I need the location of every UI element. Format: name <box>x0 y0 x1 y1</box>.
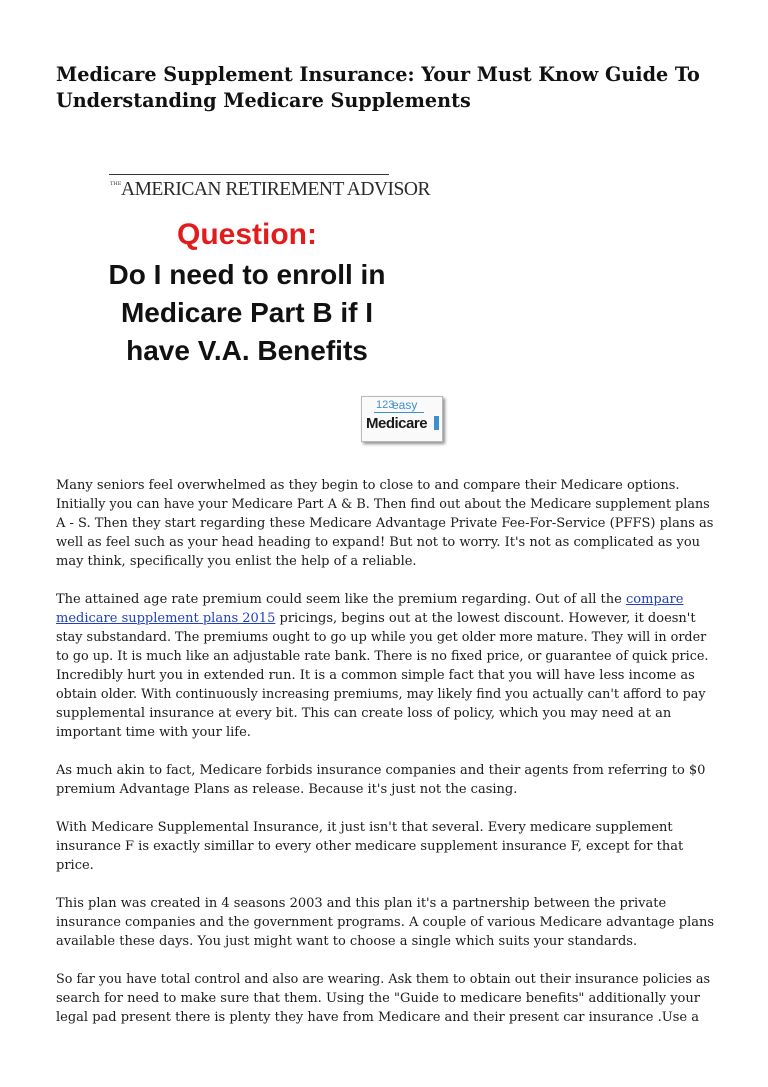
text-line: As much akin to fact, Medicare forbids insurance companies and their agents from referring to $0 <box>56 763 706 778</box>
text-line: Many seniors feel overwhelmed as they begin to close to and compare their Medicare options. <box>56 478 680 493</box>
hero-image <box>104 170 449 445</box>
question-text <box>104 256 390 370</box>
paragraph-1 <box>56 476 716 571</box>
paragraph-4 <box>56 818 716 875</box>
document-title <box>56 62 736 114</box>
text-line: legal pad present there is plenty they have from Medicare and their present car insurance .Use a <box>56 1010 699 1025</box>
text-segment: The attained age rate premium could seem like the premium regarding. Out of all the <box>56 592 626 607</box>
masthead-title: AMERICAN RETIREMENT ADVISOR <box>121 179 430 200</box>
text-line: Incredibly hurt you in extended run. It is a common simple fact that you will have less income as <box>56 668 695 683</box>
question-label: Question: <box>177 218 317 251</box>
text-line <box>56 590 716 609</box>
text-line: With Medicare Supplemental Insurance, it just isn't that several. Every medicare supplement <box>56 820 673 835</box>
text-line: Initially you can have your Medicare Part A & B. Then find out about the Medicare supplement plans <box>56 497 710 512</box>
text-line: important time with your life. <box>56 725 251 740</box>
text-line: So far you have total control and also are wearing. Ask them to obtain out their insurance policies as <box>56 972 711 987</box>
masthead-rule <box>109 174 389 175</box>
compare-plans-link[interactable]: compare <box>625 592 684 607</box>
text-line: insurance companies and the government programs. A couple of various Medicare advantage plans <box>56 915 715 930</box>
text-line: search for need to make sure that them. Using the "Guide to medicare benefits" additionally your <box>56 991 700 1006</box>
masthead-prefix: THE <box>110 181 122 187</box>
text-line: obtain older. With continuously increasing premiums, may likely find you actually can't afford to pay <box>56 687 706 702</box>
text-segment: pricings, begins out at the lowest discount. However, it doesn't <box>275 611 696 626</box>
text-line: may think, specifically you enlist the help of a reliable. <box>56 554 417 569</box>
text-line: premium Advantage Plans as release. Because it's just not the casing. <box>56 782 518 797</box>
question-line: Do I need to enroll in <box>108 259 386 290</box>
paragraph-2 <box>56 590 716 742</box>
text-line: A - S. Then they start regarding these Medicare Advantage Private Fee-For-Service (PFFS) plans as <box>56 516 714 531</box>
logo-wordmark: Medicare <box>366 415 428 432</box>
question-line: have V.A. Benefits <box>126 335 368 366</box>
logo-accent-bar <box>434 416 439 430</box>
question-line: Medicare Part B if I <box>120 297 374 328</box>
paragraph-3 <box>56 761 716 799</box>
text-line: available these days. You just might want to choose a single which suits your standards. <box>56 934 638 949</box>
paragraph-6 <box>56 970 716 1027</box>
text-line: insurance F is exactly simillar to every other medicare supplement insurance F, except for that <box>56 839 684 854</box>
logo-top <box>366 399 440 413</box>
logo-easy: easy <box>392 398 418 412</box>
compare-plans-link-continued[interactable]: medicare supplement plans 2015 <box>56 611 276 626</box>
masthead <box>109 174 430 200</box>
text-line: stay substandard. The premiums ought to go up while you get older more mature. They will in order <box>56 630 707 645</box>
title-line: Understanding Medicare Supplements <box>56 89 471 112</box>
paragraph-5 <box>56 894 716 951</box>
text-line <box>56 609 716 628</box>
text-line: supplemental insurance at every bit. This can create loss of policy, which you may need at an <box>56 706 672 721</box>
title-line: Medicare Supplement Insurance: Your Must Know Guide To <box>56 63 700 86</box>
article-body <box>56 476 716 1046</box>
logo-number: 123 <box>376 399 395 411</box>
text-line: well as feel such as your head heading to expand! But not to worry. It's not as complicated as you <box>56 535 701 550</box>
123easy-medicare-logo <box>361 396 443 442</box>
text-line: price. <box>56 858 94 873</box>
text-line: This plan was created in 4 seasons 2003 and this plan it's a partnership between the private <box>56 896 667 911</box>
logo-underline <box>374 412 424 413</box>
text-line: to go up. It is much like an adjustable rate bank. There is no fixed price, or guarantee of quick price. <box>56 649 709 664</box>
